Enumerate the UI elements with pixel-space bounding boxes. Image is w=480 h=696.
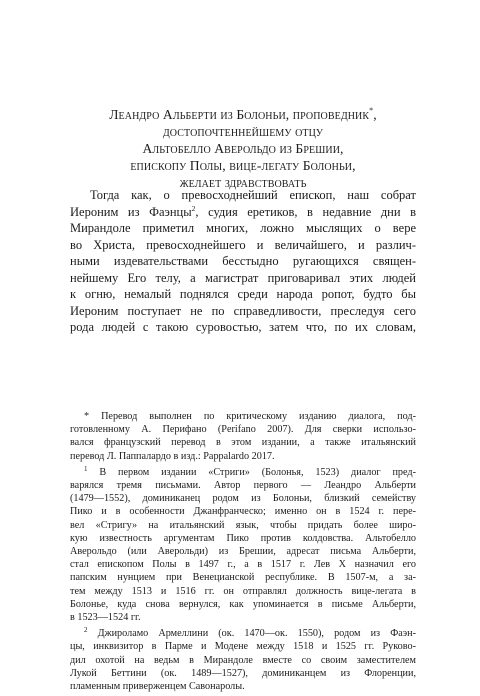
heading-footnote-mark: * (369, 106, 374, 115)
footnote-1-line-12: в 1523—1524 гг. (70, 612, 141, 624)
footnote-star-line-3: вался французский перевод в этом издании, а также итальянский (70, 437, 416, 449)
footnote-1-line-10: тем между 1513 и 1516 гг. он отправлял должность вице-легата в (70, 585, 416, 597)
body-line-8: Иероним поступает не по справедливости, преследуя сего (70, 303, 416, 318)
footnote-2-line-5: пламенным приверженцем Савонаролы. (70, 681, 245, 693)
body-line-6: нейшему Его телу, а магистрат приговаривал этих людей (70, 270, 416, 285)
letter-heading (70, 106, 416, 191)
body-line-1: Тогда как, о превосходнейший епископ, наш собрат (90, 188, 416, 202)
heading-author: Леандро Альберти из Болоньи, проповедник (109, 107, 370, 122)
body-line-2 (70, 204, 416, 221)
footnote-1-mark: 1 (84, 464, 88, 473)
footnote-star-line-1: * Перевод выполнен по критическому изданию диалога, под- (84, 411, 416, 422)
main-paragraph (70, 187, 416, 336)
footnote-2-line-1-text: Джироламо Армеллини (ок. 1470—ок. 1550), родом из Фаэн- (87, 628, 416, 640)
footnote-1-line-7: Аверольдо (или Аверольди) из Брешии, адресат письма Альберти, (70, 546, 416, 558)
footnote-star (70, 410, 416, 463)
body-line-9: рода людей с такою суровостью, затем что, по их словам, (70, 320, 416, 334)
footnote-2-mark: 2 (84, 626, 88, 635)
footnote-1-line-6: кую известность аргументам Пико против колдовства. Альтобелло (70, 532, 416, 544)
heading-line-2: достопочтеннейшему отцу (162, 124, 324, 139)
footnote-1-line-4: Пико и в особенности Джанфранческо; именно он в 1524 г. пере- (70, 506, 416, 518)
footnote-1-line-9: папским нунцием при Венецианской республике. В 1507-м, а за- (70, 572, 416, 584)
footnote-1-line-1-text: В первом издании «Стриги» (Болонья, 1523) диалог пред- (87, 466, 416, 478)
body-line-7: к огню, немалый поднялся среди народа ропот, будто бы (70, 287, 416, 301)
body-line-2-start: Иероним из Фаэнцы (70, 204, 192, 219)
footnote-1-line-5: вел «Стригу» на итальянский язык, чтобы придать более широ- (70, 519, 416, 531)
footnote-1-line-8: стал епископом Полы в 1497 г., а в 1517 г. Лев X назначил его (70, 559, 416, 571)
body-line-3: Мирандоле приметил многих, ложно мыслящих о вере (70, 221, 416, 235)
heading-line-1 (70, 106, 416, 123)
heading-line-3: Альтобелло Аверольдо из Брешии, (142, 141, 344, 156)
footnote-1-line-11: Болонье, куда снова вернулся, как упоминается в письме Альберти, (70, 598, 416, 610)
footnote-2-line-1 (70, 627, 416, 640)
footnote-star-line-4: перевод Л. Паппалардо в изд.: Pappalardo 2017. (70, 450, 275, 462)
footnote-1 (70, 466, 416, 624)
footnote-star-line-2: готовленному А. Перифано (Perifano 2007). Для сверки использо- (70, 424, 416, 436)
footnote-1-line-3: (1479—1552), доминиканец родом из Болоньи, близкий семейству (70, 493, 416, 505)
body-line-4: во Христа, превосходнейшего и величайшего, и различ- (70, 237, 416, 252)
footnote-2 (70, 627, 416, 693)
body-line-2-end: , судия еретиков, в недавние дни в (195, 204, 417, 219)
heading-line-5: желает здравствовать (179, 175, 307, 190)
body-line-5: ными издевательствами бесстыдно ругающихся священ- (70, 254, 416, 268)
footnotes (70, 410, 416, 696)
footnote-1-line-1 (70, 466, 416, 479)
footnote-2-line-2: цы, инквизитор в Парме и Модене между 1518 и 1525 гг. Руково- (70, 641, 416, 653)
footnote-2-line-3: дил охотой на ведьм в Мирандоле вместе со своим заместителем (70, 654, 416, 666)
footnote-2-line-4: Лукой Беттини (ок. 1489—1527), доминиканцем из Флоренции, (70, 667, 416, 679)
footnote-ref-2: 2 (191, 203, 196, 213)
heading-line-4: епископу Полы, вице-легату Болоньи, (130, 158, 356, 173)
footnote-1-line-2: варялся тремя письмами. Автор первого — Леандро Альберти (70, 480, 416, 492)
heading-comma: , (373, 107, 377, 122)
